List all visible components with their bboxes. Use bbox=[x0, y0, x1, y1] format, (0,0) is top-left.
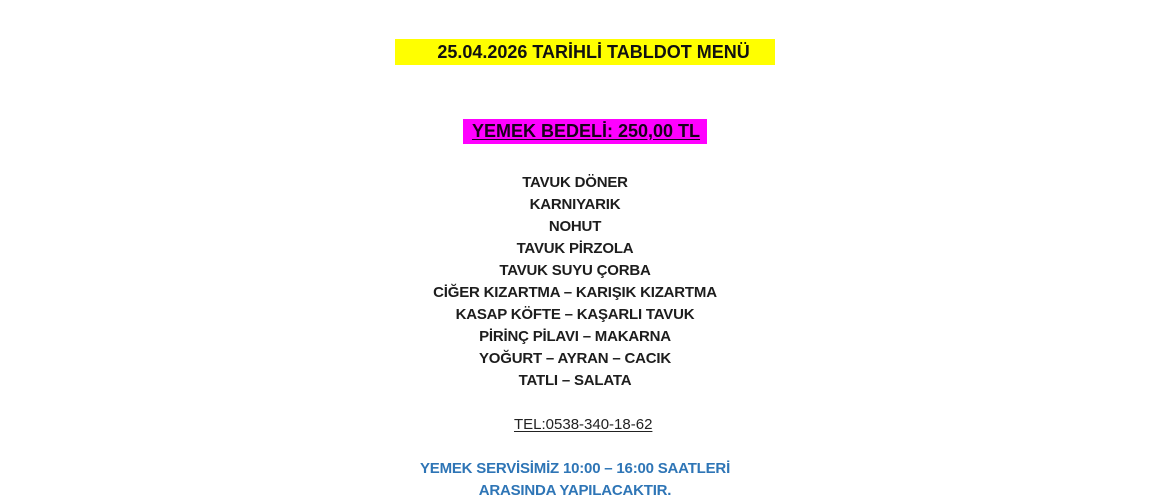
menu-title-line bbox=[0, 13, 1150, 91]
menu-item: TAVUK DÖNER bbox=[522, 174, 628, 191]
menu-item: NOHUT bbox=[548, 218, 602, 235]
menu-item: PİRİNÇ PİLAVI – MAKARNA bbox=[479, 328, 671, 345]
menu-title: 25.04.2026 TARİHLİ TABLDOT MENÜ bbox=[395, 39, 774, 65]
menu-item: TAVUK PİRZOLA bbox=[516, 240, 634, 257]
menu-item: TAVUK SUYU ÇORBA bbox=[499, 262, 651, 279]
menu-price: YEMEK BEDELİ: 250,00 TL bbox=[463, 119, 707, 144]
menu-item: KARNIYARIK bbox=[529, 196, 621, 213]
menu-item: KASAP KÖFTE – KAŞARLI TAVUK bbox=[455, 306, 695, 323]
menu-item: YOĞURT – AYRAN – CACIK bbox=[478, 350, 672, 367]
menu-price-line bbox=[0, 94, 1150, 169]
menu-item: TATLI – SALATA bbox=[518, 372, 632, 389]
menu-item: CİĞER KIZARTMA – KARIŞIK KIZARTMA bbox=[433, 284, 717, 301]
service-hours-line-1: YEMEK SERVİSİMİZ 10:00 – 16:00 SAATLERİ bbox=[419, 460, 731, 477]
phone-number: TEL:0538-340-18-62 bbox=[513, 416, 653, 433]
phone-line bbox=[0, 392, 1150, 458]
service-hours-line-2: ARASINDA YAPILACAKTIR. bbox=[478, 482, 672, 499]
